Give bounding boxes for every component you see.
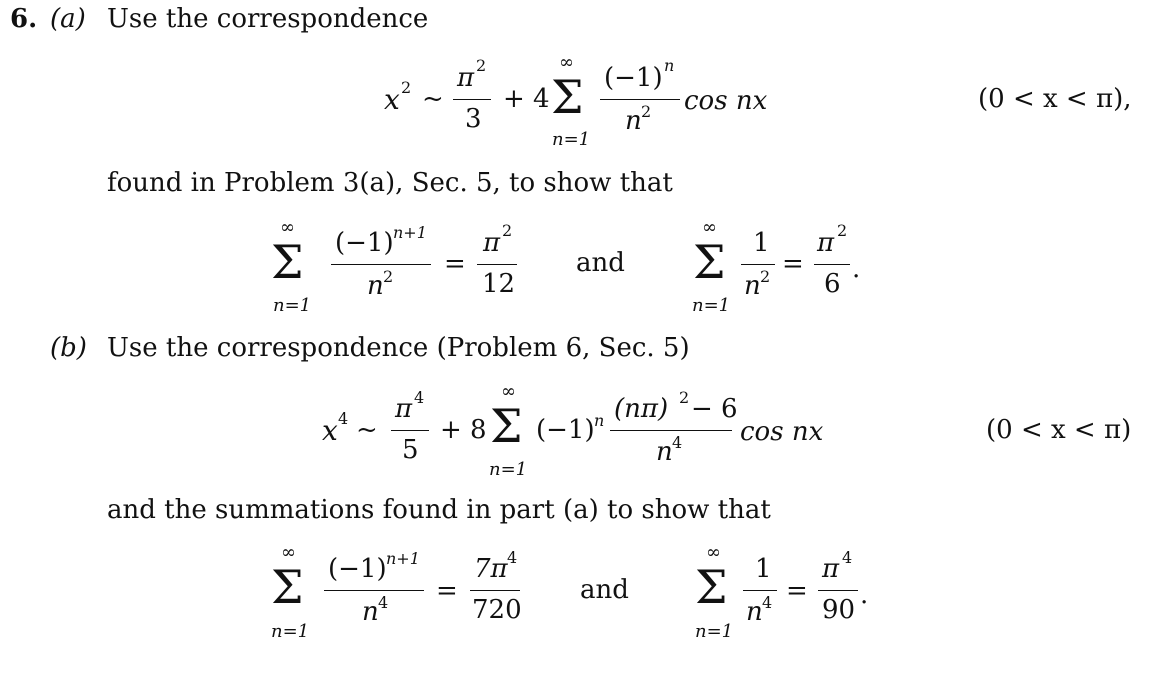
eq2-rhs-den: 12 <box>482 269 516 299</box>
eq1-frac1-line <box>453 99 491 100</box>
eq2-period: . <box>852 254 861 284</box>
part-a-mid: found in Problem 3(a), Sec. 5, to show that <box>107 168 673 198</box>
eq4-sum-top: ∞ <box>281 542 296 563</box>
eq1-sum-top: ∞ <box>559 52 574 73</box>
eq1-frac2-line <box>600 99 680 100</box>
eq3-frac1-den: 5 <box>402 435 419 465</box>
eq4-rhs-line <box>470 590 520 591</box>
eq4-rhs2-num-exp: 4 <box>842 548 853 567</box>
eq2-num2: 1 <box>753 228 770 258</box>
eq2-equals2: = <box>782 249 804 279</box>
eq2-num: (−1) <box>335 228 394 258</box>
eq4-num: (−1) <box>328 554 387 584</box>
eq4-equals: = <box>436 576 458 606</box>
eq4-rhs2-den: 90 <box>822 595 856 625</box>
eq3-frac2-num-exp: 2 <box>679 388 690 407</box>
eq3-tail: cos nx <box>740 417 824 447</box>
eq1-sum-bottom: n=1 <box>552 129 591 150</box>
eq2-rhs2-line <box>814 264 850 265</box>
eq1-plus-coef: + 4 <box>503 84 550 114</box>
eq1-sum-symbol: Σ <box>551 70 584 124</box>
eq1-frac2-num-exp: n <box>664 56 675 75</box>
eq1-sim: ~ <box>422 84 444 114</box>
eq2-sum2-bottom: n=1 <box>692 295 731 316</box>
eq2-and: and <box>576 248 625 278</box>
part-b-label: (b) <box>50 333 87 363</box>
eq3-frac2-num: (nπ) <box>614 394 669 424</box>
eq3-factor: (−1) <box>536 415 595 445</box>
eq1-frac2-den-exp: 2 <box>641 102 652 121</box>
eq4-sum2-bottom: n=1 <box>695 621 734 642</box>
eq3-sim: ~ <box>356 415 378 445</box>
eq3-sum-symbol: Σ <box>490 399 523 453</box>
eq4-frac2-line <box>743 590 777 591</box>
eq3-sum-bottom: n=1 <box>489 459 528 480</box>
eq2-rhs-num: π <box>483 228 501 258</box>
part-a-label: (a) <box>50 4 86 34</box>
eq2-sum2-symbol: Σ <box>693 235 726 289</box>
eq3-frac1-line <box>391 430 429 431</box>
eq4-den: n <box>362 597 379 627</box>
eq4-den2-exp: 4 <box>762 593 773 612</box>
eq3-lhs-exp: 4 <box>338 409 349 428</box>
eq3-lhs: x <box>322 414 338 447</box>
eq2-rhs2-den: 6 <box>824 269 841 299</box>
eq1-frac1-den: 3 <box>465 104 482 134</box>
eq2-frac2-line <box>741 264 775 265</box>
part-b-mid: and the summations found in part (a) to show that <box>107 495 771 525</box>
eq1-frac2-num: (−1) <box>604 63 663 93</box>
eq1-lhs: x <box>384 83 400 116</box>
eq4-period: . <box>860 580 869 610</box>
eq2-rhs2-num-exp: 2 <box>837 221 848 240</box>
eq2-sum-top: ∞ <box>280 217 295 238</box>
eq4-num2: 1 <box>755 554 772 584</box>
eq2-sum2-top: ∞ <box>702 217 717 238</box>
eq1-tail: cos nx <box>684 86 768 116</box>
eq4-rhs2-num: π <box>822 554 840 584</box>
eq4-frac-line <box>324 590 424 591</box>
eq4-rhs2-line <box>818 590 858 591</box>
eq4-rhs-num: 7π <box>474 554 508 584</box>
eq4-and: and <box>580 575 629 605</box>
eq4-den2: n <box>746 597 763 627</box>
eq3-plus-coef: + 8 <box>440 415 487 445</box>
eq3-frac1-num-exp: 4 <box>414 388 425 407</box>
eq2-sum-symbol: Σ <box>271 235 304 289</box>
eq3-frac2-num-tail: − 6 <box>691 394 738 424</box>
eq4-rhs-num-exp: 4 <box>507 548 518 567</box>
eq2-den2-exp: 2 <box>760 267 771 286</box>
eq3-condition: (0 < x < π) <box>986 415 1132 445</box>
eq3-sum-top: ∞ <box>501 381 516 402</box>
part-a-intro: Use the correspondence <box>107 4 429 34</box>
eq4-num-exp: n+1 <box>386 549 420 568</box>
eq4-sum-symbol: Σ <box>271 560 304 614</box>
eq1-condition: (0 < x < π), <box>978 84 1132 114</box>
eq2-num-exp: n+1 <box>393 223 427 242</box>
eq2-rhs-line <box>477 264 517 265</box>
eq2-frac-line <box>331 264 431 265</box>
eq2-rhs2-num: π <box>817 228 835 258</box>
part-b-intro: Use the correspondence (Problem 6, Sec. 5) <box>107 333 690 363</box>
eq2-equals: = <box>444 249 466 279</box>
eq1-lhs-exp: 2 <box>401 78 412 97</box>
eq3-frac2-line <box>610 430 732 431</box>
eq2-den-exp: 2 <box>383 267 394 286</box>
eq1-frac2-den: n <box>625 106 642 136</box>
eq2-sum-bottom: n=1 <box>273 295 312 316</box>
eq4-sum-bottom: n=1 <box>271 621 310 642</box>
eq1-frac1-num-exp: 2 <box>476 56 487 75</box>
eq1-frac1-num: π <box>457 63 475 93</box>
eq3-frac2-den-exp: 4 <box>672 433 683 452</box>
eq4-sum2-top: ∞ <box>706 542 721 563</box>
eq3-frac1-num: π <box>395 394 413 424</box>
eq4-den-exp: 4 <box>378 593 389 612</box>
eq2-den: n <box>367 271 384 301</box>
eq3-frac2-den: n <box>656 437 673 467</box>
eq4-sum2-symbol: Σ <box>695 560 728 614</box>
eq2-rhs-num-exp: 2 <box>502 221 513 240</box>
eq4-equals2: = <box>786 576 808 606</box>
problem-number: 6. <box>10 4 38 34</box>
eq4-rhs-den: 720 <box>472 595 522 625</box>
eq3-factor-exp: n <box>594 411 605 430</box>
eq2-den2: n <box>744 271 761 301</box>
